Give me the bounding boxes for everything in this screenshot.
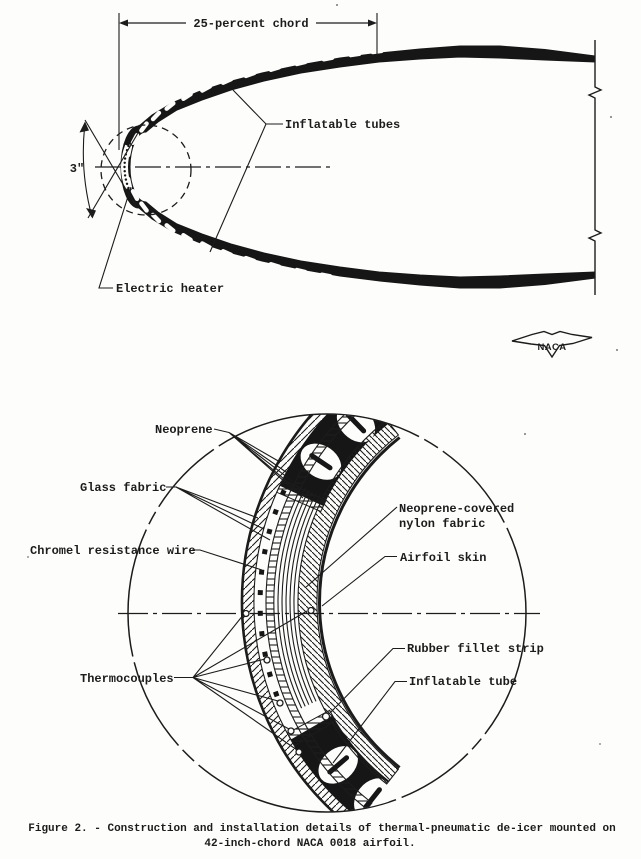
airfoil-skin-label: Airfoil skin bbox=[400, 551, 487, 565]
naca-logo-text: NACA bbox=[537, 342, 567, 353]
caption-line-2: 42-inch-chord NACA 0018 airfoil. bbox=[204, 838, 416, 850]
inflatable-tubes-callout bbox=[210, 90, 400, 252]
neoprene-label: Neoprene bbox=[155, 423, 213, 437]
nylon-fabric-label-line1: Neoprene-covered bbox=[399, 502, 515, 516]
deicer-layer-band bbox=[242, 376, 400, 828]
nylon-fabric-label-line2: nylon fabric bbox=[399, 517, 486, 531]
rubber-fillet-point bbox=[323, 713, 330, 720]
arc-arrow-top bbox=[80, 122, 90, 133]
chromel-wire-label: Chromel resistance wire bbox=[30, 544, 196, 558]
leading-edge-diameter-label: 3" bbox=[69, 162, 85, 176]
inflatable-tubes-label: Inflatable tubes bbox=[285, 118, 401, 132]
airfoil-skin-callout bbox=[322, 551, 486, 606]
dimension-arrow-right bbox=[368, 20, 377, 27]
break-line bbox=[589, 40, 601, 295]
glass-fabric-label: Glass fabric bbox=[80, 481, 167, 495]
chromel-wire-callout bbox=[30, 544, 262, 570]
electric-heater-label: Electric heater bbox=[116, 282, 225, 296]
figure-caption bbox=[28, 823, 616, 850]
chord-dimension-label: 25-percent chord bbox=[193, 17, 309, 31]
thermocouples-label: Thermocouples bbox=[80, 672, 174, 686]
glass-fabric-callout bbox=[80, 481, 270, 540]
nylon-fabric-callout bbox=[305, 502, 514, 588]
inflatable-tube-label: Inflatable tube bbox=[409, 675, 518, 689]
naca-logo bbox=[512, 332, 592, 358]
dimension-arrow-left bbox=[119, 20, 128, 27]
rubber-fillet-label: Rubber fillet strip bbox=[407, 642, 544, 656]
caption-line-1: Figure 2. - Construction and installation details of thermal-pneumatic de-icer mounted on bbox=[28, 823, 616, 835]
airfoil-section-diagram bbox=[70, 13, 601, 296]
construction-detail-diagram bbox=[30, 376, 544, 828]
